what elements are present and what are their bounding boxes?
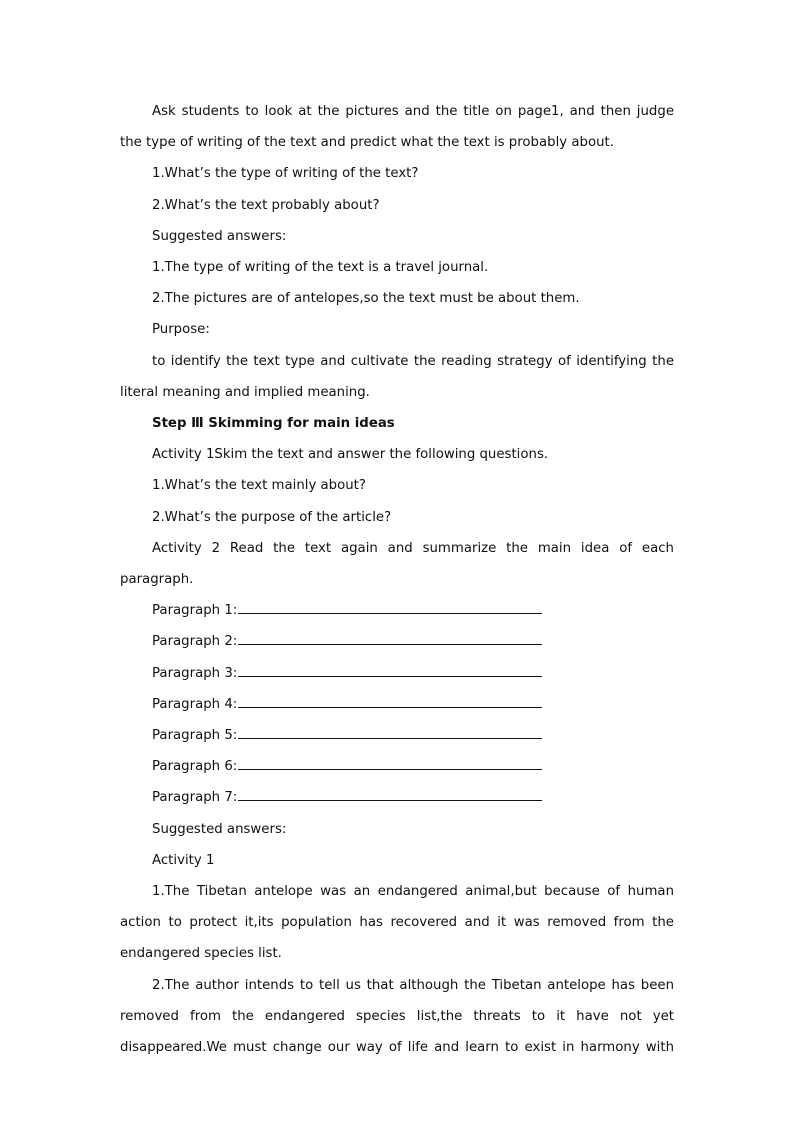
paragraph-label: Paragraph 6:	[152, 759, 238, 775]
paragraph-label: Paragraph 7:	[152, 790, 238, 806]
answer-blank-line	[238, 755, 542, 770]
paragraph-label: Paragraph 2:	[152, 634, 238, 650]
paragraph-blank-row	[120, 720, 674, 751]
answer-blank-line	[238, 693, 542, 708]
suggested-answers-label: Suggested answers:	[152, 228, 287, 244]
activity1-label: Activity 1	[152, 852, 215, 868]
step3-heading: Step Ⅲ Skimming for main ideas	[152, 416, 395, 432]
answer-blank-line	[238, 724, 542, 739]
step3-question-2: 2.What’s the purpose of the article?	[152, 509, 392, 525]
paragraph-blank-row	[120, 782, 674, 813]
answer-blank-line	[238, 662, 542, 677]
purpose-text: to identify the text type and cultivate the reading strategy of identifying the literal meaning and implied meaning.	[120, 353, 674, 400]
paragraph-label: Paragraph 3:	[152, 665, 238, 681]
intro-answer-1: 1.The type of writing of the text is a travel journal.	[152, 260, 489, 276]
answer-blank-line	[238, 599, 542, 614]
paragraph-blank-row	[120, 751, 674, 782]
paragraph-blank-row	[120, 658, 674, 689]
intro-answer-2: 2.The pictures are of antelopes,so the text must be about them.	[152, 291, 580, 307]
activity1-instruction: Activity 1Skim the text and answer the following questions.	[152, 447, 549, 463]
answer-blank-line	[238, 630, 542, 645]
purpose-label: Purpose:	[152, 322, 210, 338]
answer-blank-line	[238, 786, 542, 801]
paragraph-blank-row	[120, 689, 674, 720]
intro-question-1: 1.What’s the type of writing of the text?	[152, 166, 419, 182]
step3-answer-1: 1.The Tibetan antelope was an endangered animal,but because of human action to protect it,its population has recovered and it was removed from the endangered species list.	[120, 884, 674, 962]
step3-answer-2: 2.The author intends to tell us that although the Tibetan antelope has been removed from the endangered species list,the threats to it have not yet disappeared.We must change our way of life and learn to exist in harmony with	[120, 977, 674, 1056]
document-page	[120, 96, 674, 1063]
paragraph-blank-row	[120, 626, 674, 657]
step3-question-1: 1.What’s the text mainly about?	[152, 478, 366, 494]
paragraph-label: Paragraph 1:	[152, 603, 238, 619]
paragraph-blank-row	[120, 595, 674, 626]
intro-question-2: 2.What’s the text probably about?	[152, 197, 380, 213]
activity2-instruction: Activity 2 Read the text again and summarize the main idea of each paragraph.	[120, 540, 674, 588]
paragraph-label: Paragraph 4:	[152, 696, 238, 712]
suggested-answers-label-2: Suggested answers:	[152, 821, 287, 837]
paragraph-label: Paragraph 5:	[152, 728, 238, 744]
intro-paragraph: Ask students to look at the pictures and the title on page1, and then judge the type of writing of the text and predict what the text is probably about.	[120, 104, 674, 151]
